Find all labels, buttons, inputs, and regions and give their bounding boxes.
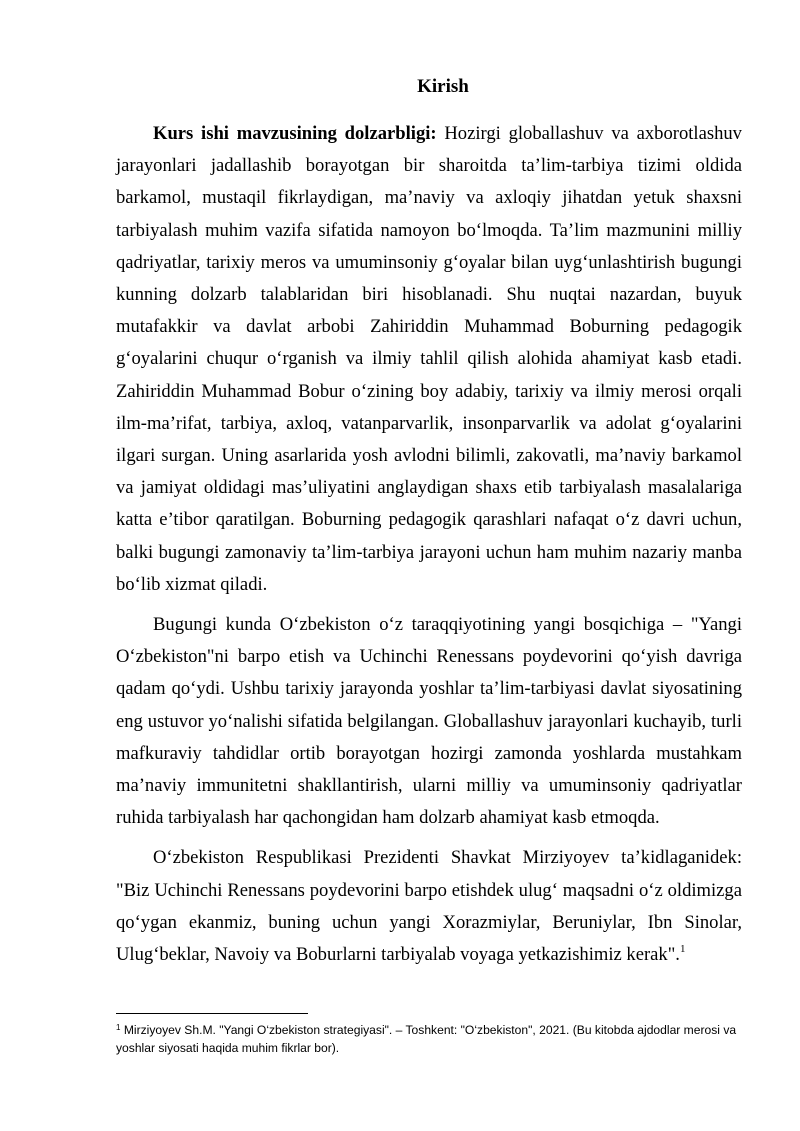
paragraph-relevance [116,118,742,601]
paragraph-new-uzbekistan [116,609,742,834]
paragraph-text: O‘zbekiston Respublikasi Prezidenti Shavkat Mirziyoyev ta’kidlaganidek: "Biz Uchinchi Renessans poydevorini barpo etishdek ulug‘ maqsadni o‘z oldimizga qo‘ygan ekanmiz, buning uchun yangi Xorazmiylar, Beruniylar, Ibn Sinolar, Ulug‘beklar, Navoiy va Boburlarni tarbiyalab voyaga yetkazishimiz kerak". [116,847,742,966]
paragraph-text: Bugungi kunda O‘zbekiston o‘z taraqqiyotining yangi bosqichiga – "Yangi O‘zbekiston"ni barpo etish va Uchinchi Renessans poydevorini qo‘yish davriga qadam qo‘ydi. Ushbu tarixiy jarayonda yoshlar ta’lim-tarbiyasi davlat siyosatining eng ustuvor yo‘nalishi sifatida belgilangan. Globallashuv jarayonlari kuchayib, turli mafkuraviy tahdidlar ortib borayotgan hozirgi zamonda yoshlarda mustahkam ma’naviy immunitetni shakllantirish, ularni milliy va umuminsoniy qadriyatlar ruhida tarbiyalash har qachongidan ham dolzarb ahamiyat kasb etmoqda. [116,614,742,829]
paragraph-president-quote [116,842,742,971]
paragraph-text: Hozirgi globallashuv va axborotlashuv jarayonlari jadallashib borayotgan bir sharoitda ta’lim-tarbiya tizimi oldida barkamol, mustaqil fikrlaydigan, ma’naviy va axloqiy jihatdan yetuk shaxsni tarbiyalash muhim vazifa sifatida namoyon bo‘lmoqda. Ta’lim mazmunini milliy qadriyatlar, tarixiy meros va umuminsoniy g‘oyalar bilan uyg‘unlashtirish bugungi kunning dolzarb talablaridan biri hisoblanadi. Shu nuqtai nazardan, buyuk mutafakkir va davlat arbobi Zahiriddin Muhammad Boburning pedagogik g‘oyalarini chuqur o‘rganish va ilmiy tahlil qilish alohida ahamiyat kasb etadi. Zahiriddin Muhammad Bobur o‘zining boy adabiy, tarixiy va ilmiy merosi orqali ilm-ma’rifat, tarbiya, axloq, vatanparvarlik, insonparvarlik va adolat g‘oyalarini ilgari surgan. Uning asarlarida yosh avlodni bilimli, zakovatli, ma’naviy barkamol va jamiyat oldidagi mas’uliyatini anglaydigan shaxs etib tarbiyalash masalalariga katta e’tibor qaratilgan. Boburning pedagogik qarashlari nafaqat o‘z davri uchun, balki bugungi zamonaviy ta’lim-tarbiya jarayoni uchun ham muhim nazariy manba bo‘lib xizmat qiladi. [116,123,742,595]
footnote-separator [116,1013,308,1014]
section-title: Kirish [417,76,469,97]
footnote-number: 1 [116,1023,121,1032]
paragraph-lead-heading: Kurs ishi mavzusining dolzarbligi: [153,123,437,144]
body-text [116,118,742,979]
footnote-text: Mirziyoyev Sh.M. "Yangi O‘zbekiston strategiyasi". – Toshkent: "O‘zbekiston", 2021. (Bu kitobda ajdodlar merosi va yoshlar siyosati haqida muhim fikrlar bor). [116,1023,737,1055]
footnote [116,1021,744,1057]
footnote-reference[interactable]: 1 [679,943,686,956]
